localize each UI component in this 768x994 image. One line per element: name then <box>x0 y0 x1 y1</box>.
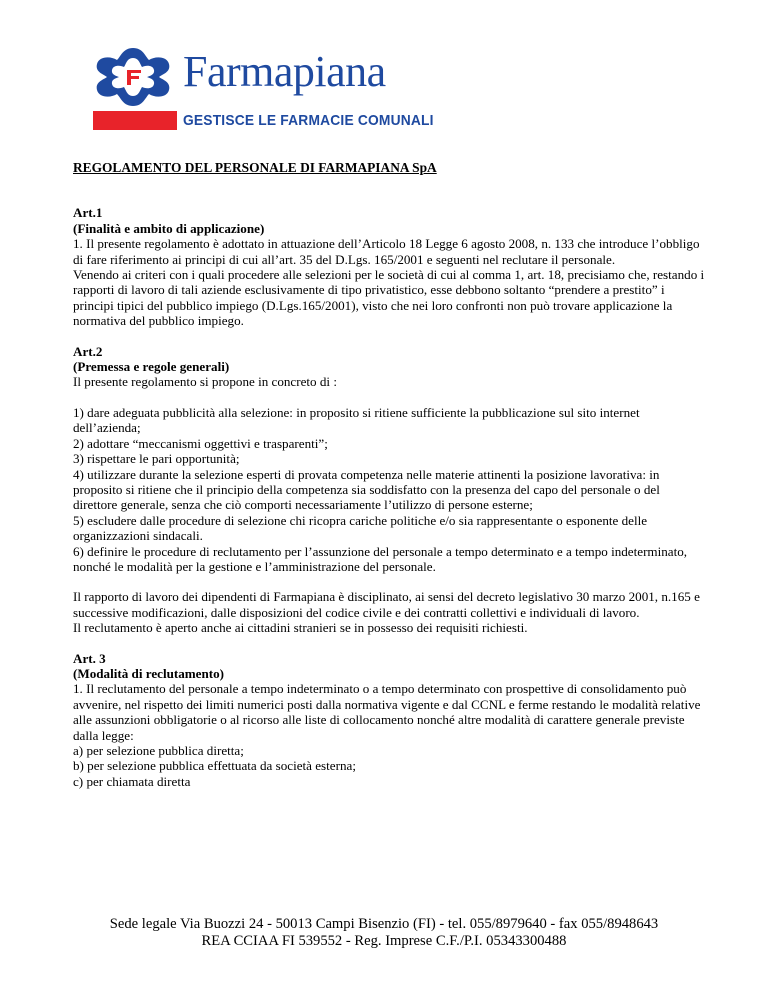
document-body <box>73 160 705 789</box>
art3-item: a) per selezione pubblica diretta; <box>73 743 244 758</box>
art2-intro: Il presente regolamento si propone in concreto di : <box>73 374 337 390</box>
brand-tagline: GESTISCE LE FARMACIE COMUNALI <box>183 112 434 129</box>
art2-number: Art.2 <box>73 343 103 359</box>
document-title: REGOLAMENTO DEL PERSONALE DI FARMAPIANA SpA <box>73 160 437 175</box>
art1-number: Art.1 <box>73 205 103 221</box>
art1-heading: (Finalità e ambito di applicazione) <box>73 220 265 236</box>
art2-paragraph-2: Il reclutamento è aperto anche ai cittadini stranieri se in possesso dei requisiti richiesti. <box>73 620 528 636</box>
art3-item: c) per chiamata diretta <box>73 773 191 789</box>
page-footer <box>0 916 768 950</box>
art2-item: 2) adottare “meccanismi oggettivi e trasparenti”; <box>73 435 328 451</box>
cross-emblem-icon <box>93 46 173 108</box>
art2-paragraph-1: Il rapporto di lavoro dei dipendenti di Farmapiana è disciplinato, ai sensi del decreto legislativo 30 marzo 2001, n.165 e successive modificazioni, dalle disposizioni del codice civile e dei contratti collettivi e individuali di lavoro. <box>73 589 700 620</box>
art2-item: 1) dare adeguata pubblicità alla selezione: in proposito si ritiene sufficiente la pubblicazione sul sito internet dell’azienda; <box>73 404 640 436</box>
art2-item: 4) utilizzare durante la selezione esperti di provata competenza nelle materie attinenti la posizione lavorativa: in proposito si ritiene che il principio della competenza sia soddisfatto con la presenza del capo del personale o del direttore generale, senza che ciò comporti necessariamente l’utilizzo di persone esterne; <box>73 466 660 513</box>
art1-paragraph-1: 1. Il presente regolamento è adottato in attuazione dell’Articolo 18 Legge 6 agosto 2008, n. 133 che introduce l’obbligo di fare riferimento ai principi di cui all’art. 35 del D.Lgs. 165/2001 e seguenti nel reclutare il personale. <box>73 236 700 267</box>
footer-registry-line: REA CCIAA FI 539552 - Reg. Imprese C.F./P.I. 05343300488 <box>201 933 567 949</box>
art3-number: Art. 3 <box>73 650 106 666</box>
art3-item: b) per selezione pubblica effettuata da società esterna; <box>73 758 356 774</box>
art1-paragraph-2: Venendo ai criteri con i quali procedere alle selezioni per le società di cui al comma 1, art. 18, precisiamo che, restando i rapporti di lavoro di tali aziende esclusivamente di tipo privatistico, esse debbono soltanto “prendere a prestito” i principi tipici del pubblico impiego (D.Lgs.165/2001), visto che nei loro confronti non può trovare applicazione la normativa del pubblico impiego. <box>73 267 705 329</box>
art2-item: 5) escludere dalle procedure di selezione chi ricopra cariche politiche e/o sia rappresentante o esponente delle organizzazioni sindacali. <box>73 512 648 544</box>
art2-item: 6) definire le procedure di reclutamento per l’assunzione del personale a tempo determinato e a tempo indeterminato, nonché le modalità per la gestione e l’amministrazione del personale. <box>73 543 688 574</box>
art2-heading: (Premessa e regole generali) <box>73 359 230 375</box>
art2-item: 3) rispettare le pari opportunità; <box>73 451 240 467</box>
brand-red-bar <box>93 111 177 130</box>
footer-address-line: Sede legale Via Buozzi 24 - 50013 Campi Bisenzio (FI) - tel. 055/8979640 - fax 055/8948643 <box>109 916 659 932</box>
brand-name: Farmapiana <box>183 47 386 96</box>
art3-paragraph-1: 1. Il reclutamento del personale a tempo indeterminato o a tempo determinato con prospettive di consolidamento può avvenire, nel rispetto dei limiti numerici posti dalla normativa vigente e dal CCNL e ferme restando le modalità relative alle assunzioni obbligatorie o al ricorso alle liste di collocamento nonché altre modalità di carattere generale previste dalla legge: <box>73 681 701 743</box>
art3-heading: (Modalità di reclutamento) <box>73 665 225 681</box>
company-logo <box>93 46 434 136</box>
